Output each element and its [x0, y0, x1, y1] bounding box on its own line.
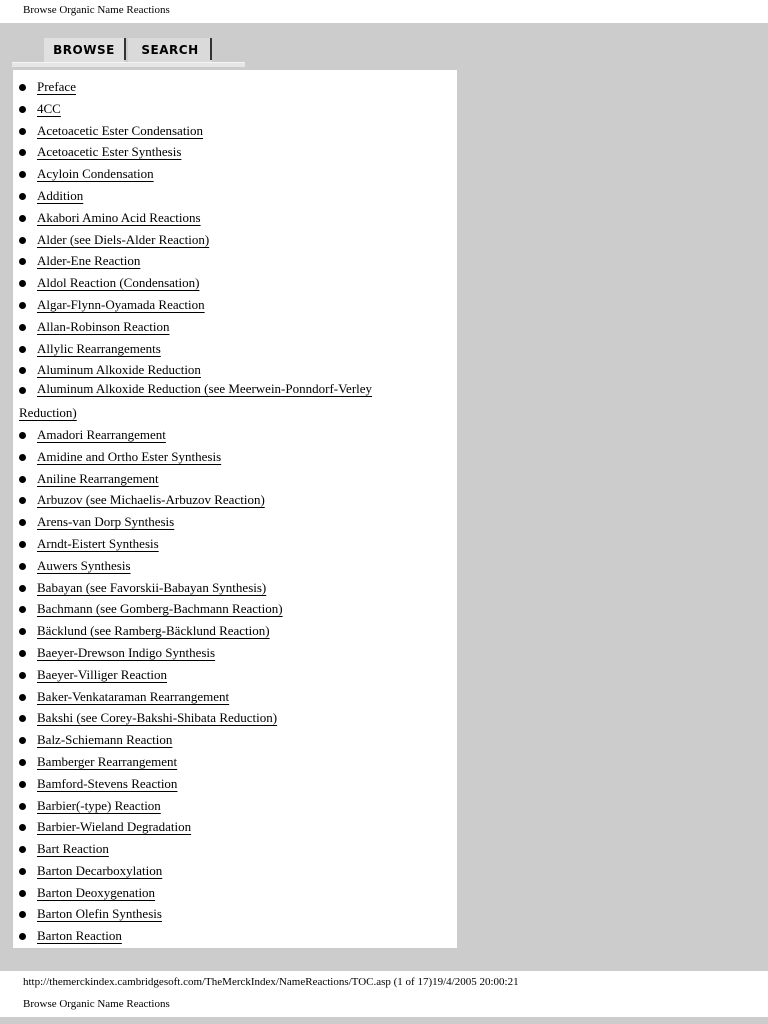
toc-link[interactable]: Acetoacetic Ester Condensation [37, 122, 204, 138]
bullet-icon [19, 237, 26, 244]
bullet-icon [19, 346, 26, 353]
toc-link[interactable]: Allan-Robinson Reaction [37, 318, 170, 334]
toc-panel [13, 70, 457, 948]
bullet-icon [19, 694, 26, 701]
bullet-icon [19, 890, 26, 897]
bullet-icon [19, 715, 26, 722]
bullet-icon [19, 911, 26, 918]
page-title: Browse Organic Name Reactions [23, 4, 170, 16]
list-item [13, 250, 457, 272]
toc-link[interactable]: Algar-Flynn-Oyamada Reaction [37, 296, 205, 312]
toc-link[interactable]: Aldol Reaction (Condensation) [37, 275, 200, 291]
tab-separator [124, 38, 126, 60]
list-item [13, 381, 457, 402]
list-item [13, 555, 457, 577]
toc-link[interactable]: Addition [37, 187, 84, 203]
bullet-icon [19, 519, 26, 526]
list-item-continuation [13, 402, 457, 424]
toc-link[interactable]: Preface [37, 79, 76, 94]
footer-title: Browse Organic Name Reactions [23, 998, 170, 1010]
toc-link[interactable]: Bakshi (see Corey-Bakshi-Shibata Reduction) [37, 710, 278, 726]
toc-link[interactable]: Aluminum Alkoxide Reduction [37, 362, 201, 378]
tab-bar [12, 36, 245, 70]
bullet-icon [19, 868, 26, 875]
bullet-icon [19, 432, 26, 439]
bullet-icon [19, 149, 26, 156]
bullet-icon [19, 128, 26, 135]
list-item [13, 272, 457, 294]
list-item [13, 882, 457, 904]
bullet-icon [19, 106, 26, 113]
toc-link[interactable]: Amadori Rearrangement [37, 426, 166, 442]
list-item [13, 424, 457, 446]
toc-link[interactable]: Barbier-Wieland Degradation [37, 819, 192, 835]
toc-link[interactable]: Arndt-Eistert Synthesis [37, 535, 159, 551]
list-item [13, 207, 457, 229]
list-item [13, 686, 457, 708]
page-footer [0, 971, 768, 1017]
bullet-icon [19, 781, 26, 788]
list-item [13, 120, 457, 142]
toc-link[interactable]: Arens-van Dorp Synthesis [37, 514, 175, 530]
toc-link[interactable]: Alder-Ene Reaction [37, 253, 141, 269]
list-item [13, 185, 457, 207]
list-item [13, 294, 457, 316]
toc-link[interactable]: Barton Reaction [37, 928, 122, 944]
list-item [13, 729, 457, 751]
list-item [13, 229, 457, 251]
toc-link[interactable]: Babayan (see Favorskii-Babayan Synthesis) [37, 579, 267, 595]
bullet-icon [19, 454, 26, 461]
toc-link[interactable]: Aluminum Alkoxide Reduction (see Meerwein-Ponndorf-Verley [37, 381, 373, 397]
bullet-icon [19, 803, 26, 810]
list-item [13, 838, 457, 860]
list-item [13, 598, 457, 620]
toc-link[interactable]: Acetoacetic Ester Synthesis [37, 144, 182, 160]
toc-link[interactable]: Barbier(-type) Reaction [37, 797, 161, 813]
toc-link[interactable]: Auwers Synthesis [37, 557, 131, 573]
bullet-icon [19, 84, 26, 91]
toc-link[interactable]: Baker-Venkataraman Rearrangement [37, 688, 230, 704]
bullet-icon [19, 497, 26, 504]
toc-link[interactable]: Baeyer-Drewson Indigo Synthesis [37, 644, 216, 660]
bullet-icon [19, 628, 26, 635]
toc-link[interactable]: Amidine and Ortho Ester Synthesis [37, 448, 222, 464]
bullet-icon [19, 759, 26, 766]
list-item [13, 925, 457, 947]
toc-link[interactable]: Bäcklund (see Ramberg-Bäcklund Reaction) [37, 623, 270, 639]
toc-link[interactable]: Acyloin Condensation [37, 166, 154, 182]
bullet-icon [19, 933, 26, 940]
tab-separator [210, 38, 212, 60]
list-item [13, 816, 457, 838]
list-item [13, 577, 457, 599]
bullet-icon [19, 672, 26, 679]
toc-link[interactable]: Bachmann (see Gomberg-Bachmann Reaction) [37, 601, 283, 617]
toc-link[interactable]: Barton Decarboxylation [37, 862, 163, 878]
tab-browse[interactable]: BROWSE [44, 38, 124, 62]
list-item [13, 533, 457, 555]
list-item [13, 795, 457, 817]
bullet-icon [19, 737, 26, 744]
bullet-icon [19, 193, 26, 200]
toc-list [13, 76, 457, 947]
bullet-icon [19, 215, 26, 222]
toc-link[interactable]: Arbuzov (see Michaelis-Arbuzov Reaction) [37, 492, 265, 508]
bullet-icon [19, 367, 26, 374]
list-item [13, 76, 457, 98]
list-item [13, 620, 457, 642]
toc-link[interactable]: Akabori Amino Acid Reactions [37, 209, 201, 225]
toc-link[interactable]: Aniline Rearrangement [37, 470, 159, 486]
list-item [13, 773, 457, 795]
toc-link[interactable]: Baeyer-Villiger Reaction [37, 666, 167, 682]
list-item [13, 338, 457, 360]
bullet-icon [19, 476, 26, 483]
bullet-icon [19, 302, 26, 309]
page-header [0, 0, 768, 23]
list-item [13, 511, 457, 533]
bullet-icon [19, 824, 26, 831]
bullet-icon [19, 258, 26, 265]
footer-url: http://themerckindex.cambridgesoft.com/TheMerckIndex/NameReactions/TOC.asp (1 of 17)19/4/2005 20:00:21 [23, 976, 519, 988]
toc-link[interactable]: Bamford-Stevens Reaction [37, 775, 178, 791]
bullet-icon [19, 650, 26, 657]
list-item [13, 468, 457, 490]
toc-link[interactable]: Bamberger Rearrangement [37, 753, 178, 769]
list-item [13, 446, 457, 468]
list-item [13, 316, 457, 338]
bullet-icon [19, 606, 26, 613]
toc-link[interactable]: Alder (see Diels-Alder Reaction) [37, 231, 210, 247]
bullet-icon [19, 585, 26, 592]
list-item [13, 642, 457, 664]
list-item [13, 141, 457, 163]
bullet-icon [19, 387, 26, 394]
list-item [13, 860, 457, 882]
toc-link[interactable]: Barton Deoxygenation [37, 884, 156, 900]
list-item [13, 98, 457, 120]
toc-link[interactable]: Allylic Rearrangements [37, 340, 161, 356]
bullet-icon [19, 541, 26, 548]
tab-bar-base [12, 62, 245, 67]
list-item [13, 707, 457, 729]
list-item [13, 751, 457, 773]
tab-search[interactable]: SEARCH [128, 38, 212, 62]
toc-link[interactable]: 4CC [37, 100, 61, 116]
bullet-icon [19, 846, 26, 853]
list-item [13, 664, 457, 686]
bullet-icon [19, 280, 26, 287]
bullet-icon [19, 171, 26, 178]
toc-link[interactable]: Bart Reaction [37, 841, 109, 857]
toc-link[interactable]: Balz-Schiemann Reaction [37, 732, 173, 748]
toc-link[interactable]: Barton Olefin Synthesis [37, 906, 162, 922]
toc-link-continuation[interactable]: Reduction) [19, 405, 77, 421]
list-item [13, 489, 457, 511]
bottom-strip [0, 1017, 768, 1024]
list-item [13, 903, 457, 925]
bullet-icon [19, 563, 26, 570]
list-item [13, 163, 457, 185]
bullet-icon [19, 324, 26, 331]
list-item [13, 359, 457, 381]
